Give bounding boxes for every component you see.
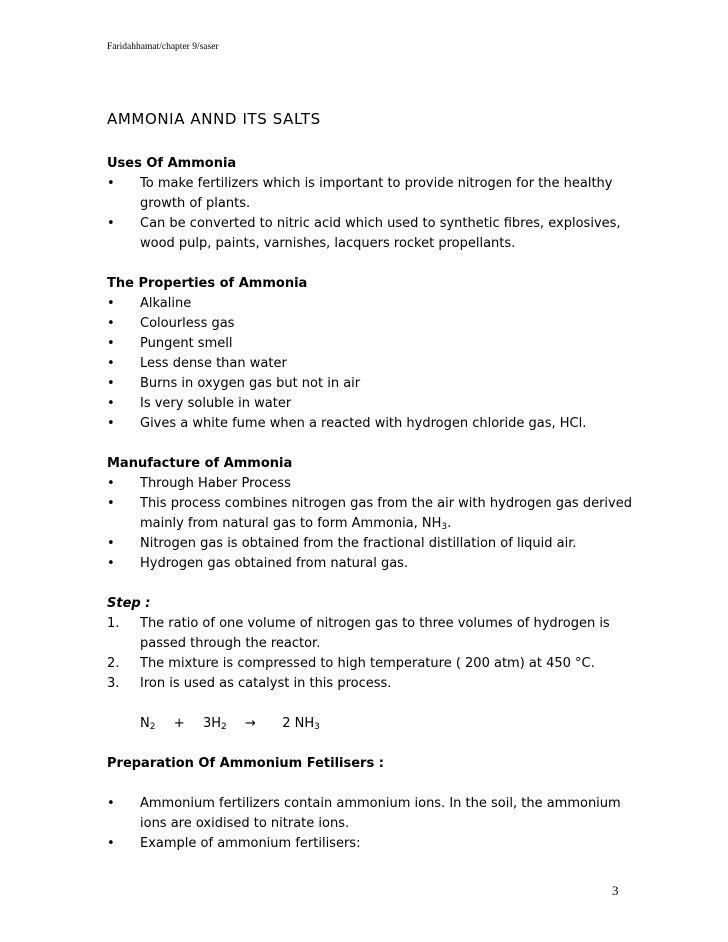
- list-item: [107, 174, 647, 214]
- manufacture-heading: Manufacture of Ammonia: [107, 456, 293, 471]
- list-item-text: Pungent smell: [140, 336, 233, 351]
- list-item-text: To make fertilizers which is important to provide nitrogen for the healthy growth of plants.: [140, 176, 613, 211]
- bullet: •: [107, 296, 115, 311]
- bullet: •: [107, 536, 115, 551]
- list-item-text: Example of ammonium fertilisers:: [140, 836, 361, 851]
- bullet: •: [107, 316, 115, 331]
- step-item: [107, 674, 647, 694]
- list-item-text: Hydrogen gas obtained from natural gas.: [140, 556, 409, 571]
- list-item: [107, 474, 647, 494]
- list-item-text: Ammonium fertilizers contain ammonium ions. In the soil, the ammonium ions are oxidised to nitrate ions.: [140, 796, 621, 831]
- plus-sign: +: [173, 716, 185, 731]
- step-text: The ratio of one volume of nitrogen gas to three volumes of hydrogen is passed through the reactor.: [140, 616, 610, 651]
- step-text: Iron is used as catalyst in this process.: [140, 676, 392, 691]
- list-item-text-main: This process combines nitrogen gas from the air with hydrogen gas derived mainly from natural gas to form Ammonia, NH: [140, 496, 632, 531]
- step-item: [107, 654, 647, 674]
- bullet: •: [107, 496, 115, 511]
- bullet: •: [107, 476, 115, 491]
- list-item: [107, 394, 647, 414]
- bullet: •: [107, 416, 115, 431]
- list-item-text: Alkaline: [140, 296, 192, 311]
- list-item-text: Gives a white fume when a reacted with hydrogen chloride gas, HCl.: [140, 416, 587, 431]
- formula-subscript: 3: [441, 522, 448, 532]
- bullet: •: [107, 396, 115, 411]
- list-item: [107, 794, 647, 834]
- bullet: •: [107, 216, 115, 231]
- list-item: [107, 354, 647, 374]
- step-item: [107, 614, 647, 654]
- bullet: •: [107, 556, 115, 571]
- chemical-equation: [107, 714, 647, 734]
- step-text: The mixture is compressed to high temperature ( 200 atm) at 450 °C.: [140, 656, 595, 671]
- list-item-text: Less dense than water: [140, 356, 287, 371]
- list-item-text: Burns in oxygen gas but not in air: [140, 376, 361, 391]
- page-header: Faridahhamat/chapter 9/saser: [107, 42, 219, 52]
- formula-end: .: [447, 516, 452, 531]
- list-item: [107, 314, 647, 334]
- step-number: 1.: [107, 616, 120, 631]
- page-title: AMMONIA ANND ITS SALTS: [107, 110, 321, 128]
- list-item: [107, 554, 647, 574]
- list-item-text: [140, 496, 632, 531]
- list-item: [107, 834, 647, 854]
- properties-heading: The Properties of Ammonia: [107, 276, 308, 291]
- list-item: [107, 334, 647, 354]
- reactant-nitrogen: $N_2$: [140, 716, 156, 732]
- list-item-text: Through Haber Process: [140, 476, 291, 491]
- bullet: •: [107, 176, 115, 191]
- list-item: [107, 214, 647, 254]
- list-item-text: Colourless gas: [140, 316, 235, 331]
- bullet: •: [107, 796, 115, 811]
- reaction-arrow-icon: →: [245, 716, 256, 731]
- list-item-text: Nitrogen gas is obtained from the fractional distillation of liquid air.: [140, 536, 577, 551]
- bullet: •: [107, 356, 115, 371]
- page-number: 3: [612, 883, 619, 898]
- bullet: •: [107, 836, 115, 851]
- bullet: •: [107, 376, 115, 391]
- list-item: [107, 534, 647, 554]
- document-body: [107, 154, 647, 854]
- step-number: 2.: [107, 656, 120, 671]
- reactant-hydrogen: $3H_2$: [202, 716, 227, 732]
- product-ammonia: 2 $NH_3$: [282, 716, 320, 732]
- list-item: [107, 494, 647, 534]
- bullet: •: [107, 336, 115, 351]
- list-item-text: Can be converted to nitric acid which used to synthetic fibres, explosives, wood pulp, paints, varnishes, lacquers rocket propellants.: [140, 216, 621, 251]
- list-item: [107, 374, 647, 394]
- steps-heading: Step :: [107, 596, 151, 611]
- list-item: [107, 294, 647, 314]
- preparation-heading: Preparation Of Ammonium Fetilisers :: [107, 756, 384, 771]
- step-number: 3.: [107, 676, 120, 691]
- uses-heading: Uses Of Ammonia: [107, 156, 237, 171]
- list-item: [107, 414, 647, 434]
- list-item-text: Is very soluble in water: [140, 396, 292, 411]
